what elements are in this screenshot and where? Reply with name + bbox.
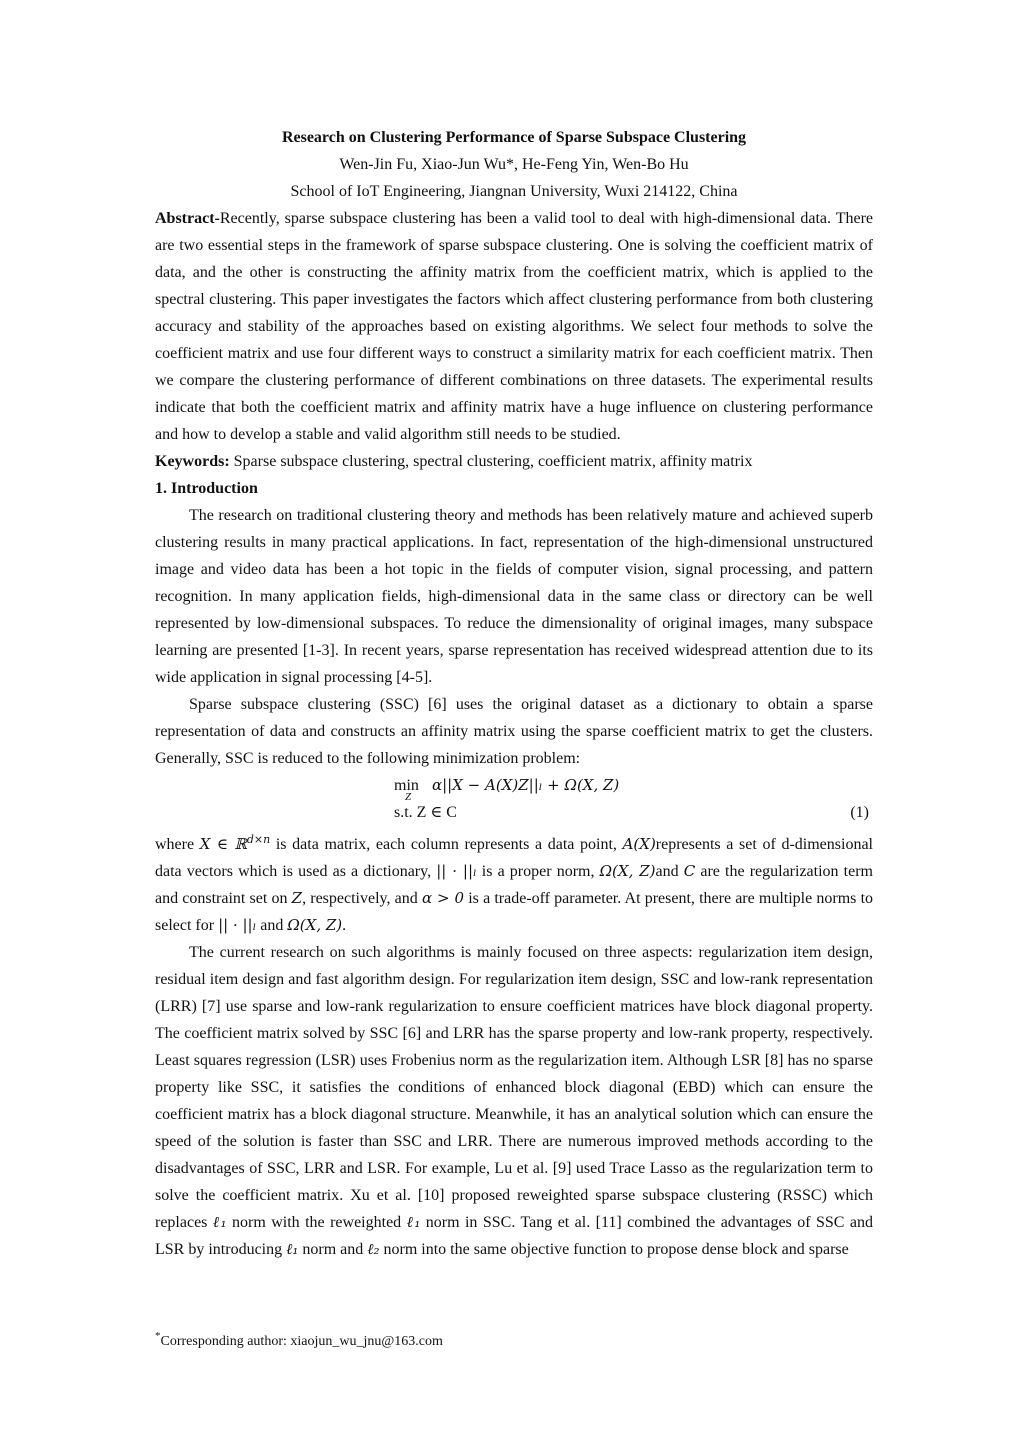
- math-alpha: α > 0: [421, 889, 465, 907]
- math-omega: Ω(X, Z): [599, 862, 656, 880]
- paragraph-intro-2: Sparse subspace clustering (SSC) [6] uses the original dataset as a dictionary to obtain a sparse representation of data and constructs an affinity matrix using the sparse coefficient matrix to get the clusters. Generally, SSC is reduced to the following minimization problem:: [155, 696, 873, 767]
- paper-page: [155, 124, 873, 1263]
- section-heading: 1. Introduction: [155, 480, 258, 497]
- abstract-text: Recently, sparse subspace clustering has been a valid tool to deal with high-dimensional data. There are two essential steps in the framework of sparse subspace clustering. One is solving the coefficient matrix of data, and the other is constructing the affinity matrix from the coefficient matrix, which is applied to the spectral clustering. This paper investigates the factors which affect clustering performance from both clustering accuracy and stability of the approaches based on existing algorithms. We select four methods to solve the coefficient matrix and use four different ways to construct a similarity matrix for each coefficient matrix. Then we compare the clustering performance of different combinations on three datasets. The experimental results indicate that both the coefficient matrix and affinity matrix have a huge influence on clustering performance and how to develop a stable and valid algorithm still needs to be studied.: [155, 210, 873, 443]
- abstract: [155, 205, 873, 448]
- paragraph-intro-4: The current research on such algorithms is mainly focused on three aspects: regularization item design, residual item design and fast algorithm design. For regularization item design, SSC and low-rank representation (LRR) [7] use sparse and low-rank regularization to ensure coefficient matrices have block diagonal property. The coefficient matrix solved by SSC [6] and LRR has the sparse property and low-rank property, respectively. Least squares regression (LSR) uses Frobenius norm as the regularization item. Although LSR [8] has no sparse property like SSC, it satisfies the conditions of enhanced block diagonal (EBD) which can ensure the coefficient matrix has a block diagonal structure. Meanwhile, it has an analytical solution which can ensure the speed of the solution is faster than SSC and LRR. There are numerous improved methods according to the disadvantages of SSC, LRR and LSR. For example, Lu et al. [9] used Trace Lasso as the regularization term to solve the coefficient matrix. Xu et al. [10] proposed reweighted sparse subspace clustering (RSSC) which replaces ℓ₁ norm with the reweighted ℓ₁ norm in SSC. Tang et al. [11] combined the advantages of SSC and LSR by introducing ℓ₁ norm and ℓ₂ norm into the same objective function to propose dense block and sparse: [155, 944, 874, 1258]
- equation-1: [155, 772, 873, 826]
- equation-number: (1): [850, 804, 869, 821]
- equation-objective: α||X − A(X)Z||ₗ + Ω(X, Z): [432, 776, 620, 794]
- keywords-text: Sparse subspace clustering, spectral clustering, coefficient matrix, affinity matrix: [229, 453, 753, 470]
- footnote: [155, 1326, 443, 1352]
- math-norm-2: || · ||ₗ: [218, 916, 257, 934]
- math-l1-norm: ℓ₁: [212, 1213, 227, 1231]
- math-l2-norm: ℓ₂: [367, 1240, 380, 1258]
- math-l1-norm-3: ℓ₁: [286, 1240, 299, 1258]
- footnote-text: Corresponding author: xiaojun_wu_jnu@163.com: [160, 1334, 443, 1349]
- paragraph-where: where X ∈ ℝ$^{d\times n}$ is data matrix, each column represents a data point, A(X)represents a set of d-dimensional data vectors which is used as a dictionary, || · ||ₗ is a proper norm, Ω(X, Z)and C are the regularization term and constraint set on Z, respectively, and α > 0 is a trade-off parameter. At present, there are multiple norms to select for || · ||ₗ and Ω(X, Z).: [155, 833, 874, 934]
- paragraph-intro-1: The research on traditional clustering theory and methods has been relatively mature and achieved superb clustering results in many practical applications. In fact, representation of the high-dimensional unstructured image and video data has been a hot topic in the fields of computer vision, signal processing, and pattern recognition. In many application fields, high-dimensional data in the same class or directory can be well represented by low-dimensional subspaces. To reduce the dimensionality of original images, many subspace learning are presented [1-3]. In recent years, sparse representation has received widespread attention due to its wide application in signal processing [4-5].: [155, 507, 873, 686]
- math-x-in-r: X ∈ ℝ$^{d\times n}$: [199, 833, 271, 853]
- math-norm: || · ||ₗ: [436, 862, 477, 880]
- abstract-label: Abstract-: [155, 210, 220, 227]
- equation-constraint: s.t. Z ∈ C: [394, 804, 457, 821]
- equation-min-subscript: Z: [405, 791, 412, 803]
- math-z: Z: [291, 889, 303, 907]
- keywords-label: Keywords:: [155, 453, 230, 470]
- paper-title: Research on Clustering Performance of Sparse Subspace Clustering: [281, 129, 747, 146]
- equation-line-1: [394, 772, 620, 803]
- affiliation: School of IoT Engineering, Jiangnan University, Wuxi 214122, China: [290, 183, 738, 200]
- math-a-of-x: A(X): [622, 835, 656, 853]
- equation-min-operator: min Z: [394, 772, 428, 799]
- math-omega-2: Ω(X, Z): [287, 916, 343, 934]
- author-list: Wen-Jin Fu, Xiao-Jun Wu*, He-Feng Yin, Wen-Bo Hu: [339, 156, 689, 173]
- math-constraint-set: C: [683, 862, 696, 880]
- math-l1-norm-2: ℓ₁: [406, 1213, 421, 1231]
- keywords: [155, 448, 873, 475]
- footnote-mark: *: [155, 1330, 161, 1342]
